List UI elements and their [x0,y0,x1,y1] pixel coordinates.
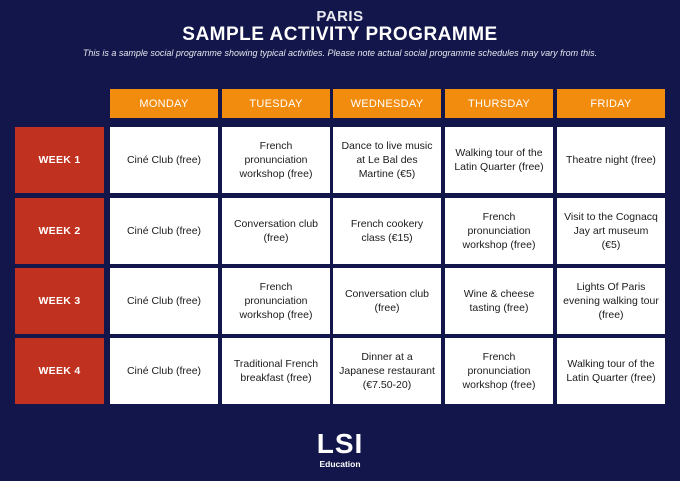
activity-cell: Conversation club (free) [333,268,441,334]
activity-cell: Wine & cheese tasting (free) [445,268,553,334]
activity-cell: Lights Of Paris evening walking tour (free) [557,268,665,334]
week-label-3: WEEK 3 [15,268,104,334]
activity-cell: Ciné Club (free) [110,338,218,404]
activity-cell: French pronunciation workshop (free) [222,268,330,334]
activity-cell: French pronunciation workshop (free) [445,338,553,404]
week-label-1: WEEK 1 [15,127,104,193]
day-header-thursday: THURSDAY [445,89,553,118]
page-title: SAMPLE ACTIVITY PROGRAMME [182,24,498,45]
day-header-friday: FRIDAY [557,89,665,118]
activity-cell: Visit to the Cognacq Jay art museum (€5) [557,198,665,264]
activity-cell: Theatre night (free) [557,127,665,193]
activity-cell: Walking tour of the Latin Quarter (free) [557,338,665,404]
activity-cell: Ciné Club (free) [110,127,218,193]
day-header-wednesday: WEDNESDAY [333,89,441,118]
activity-cell: French pronunciation workshop (free) [222,127,330,193]
page-subtitle: This is a sample social programme showing typical activities. Please note actual social programme schedules may vary from this. [82,48,598,58]
week-label-2: WEEK 2 [15,198,104,264]
activity-cell: Ciné Club (free) [110,198,218,264]
week-label-4: WEEK 4 [15,338,104,404]
activity-cell: Dinner at a Japanese restaurant (€7.50-20) [333,338,441,404]
activity-cell: Traditional French breakfast (free) [222,338,330,404]
logo-subtext: Education [319,459,361,469]
day-header-tuesday: TUESDAY [222,89,330,118]
activity-cell: Ciné Club (free) [110,268,218,334]
lsi-logo [0,430,680,469]
activity-cell: Dance to live music at Le Bal des Martine (€5) [333,127,441,193]
logo-mark: LSI [316,428,364,459]
activity-cell: French pronunciation workshop (free) [445,198,553,264]
city-name: PARIS [316,8,364,25]
activity-cell: Walking tour of the Latin Quarter (free) [445,127,553,193]
day-header-monday: MONDAY [110,89,218,118]
activity-cell: French cookery class (€15) [333,198,441,264]
activity-cell: Conversation club (free) [222,198,330,264]
